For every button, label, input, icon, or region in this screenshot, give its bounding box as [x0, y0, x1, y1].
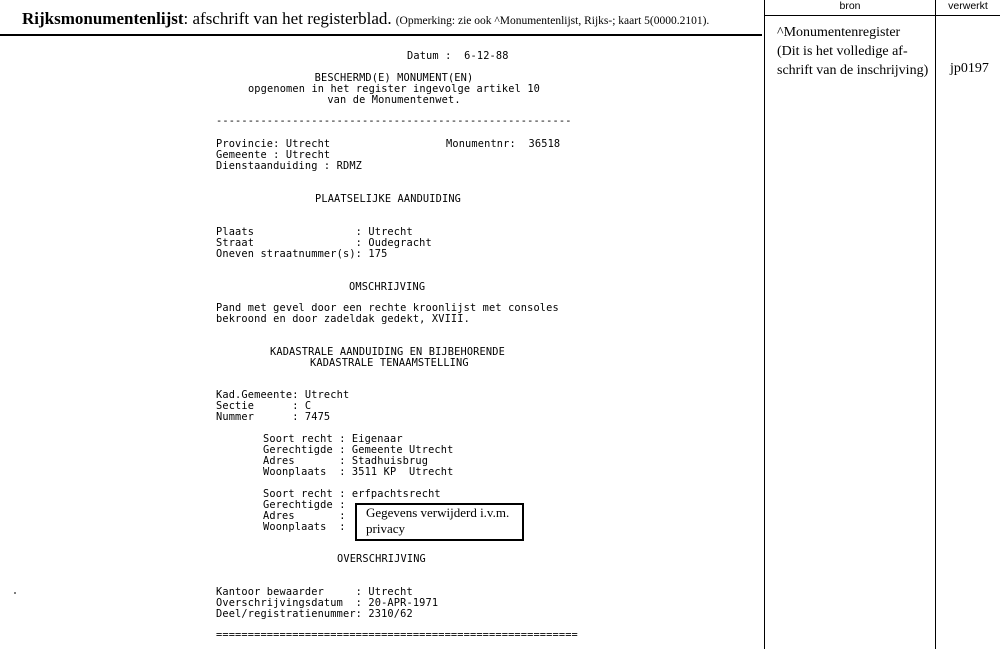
dashed-rule: -------------------------------------------------------- [216, 115, 572, 127]
field-overschrijvingsdatum: Overschrijvingsdatum : 20-APR-1971 [216, 597, 439, 609]
field-kad-gemeente: Kad.Gemeente: Utrecht [216, 389, 350, 401]
field-adres: Adres : [263, 510, 346, 522]
field-sectie: Sectie : C [216, 400, 312, 412]
field-woonplaats: Woonplaats : [263, 521, 346, 533]
section-heading: OVERSCHRIJVING [337, 553, 426, 565]
document-heading: opgenomen in het register ingevolge artikel 10 [247, 83, 541, 95]
field-gerechtigde: Gerechtigde : Gemeente Utrecht [263, 444, 454, 456]
field-soort-recht: Soort recht : Eigenaar [263, 433, 403, 445]
field-plaats: Plaats : Utrecht [216, 226, 413, 238]
header-title: Rijksmonumentenlijst [22, 9, 184, 28]
header-subtitle: : afschrift van het registerblad. [183, 9, 392, 28]
section-heading: KADASTRALE AANDUIDING EN BIJBEHORENDE [270, 346, 505, 358]
bron-line: (Dit is het volledige af- [777, 44, 908, 59]
field-gemeente: Gemeente : Utrecht [216, 149, 331, 161]
field-soort-recht: Soort recht : erfpachtsrecht [263, 488, 441, 500]
field-straat: Straat : Oudegracht [216, 237, 432, 249]
header-note: (Opmerking: zie ook ^Monumentenlijst, Rijks-; kaart 5(0000.2101). [395, 15, 710, 27]
field-registratienummer: Deel/registratienummer: 2310/62 [216, 608, 413, 620]
description-text: Pand met gevel door een rechte kroonlijst met consoles [216, 302, 559, 314]
document-heading: van de Monumentenwet. [327, 94, 461, 106]
double-rule: ========================================================= [216, 629, 578, 641]
document-date: Datum : 6-12-88 [407, 50, 509, 62]
verwerkt-cell: jp0197 [950, 61, 989, 76]
field-woonplaats: Woonplaats : 3511 KP Utrecht [263, 466, 454, 478]
column-header-bron: bron [839, 0, 861, 12]
field-straatnummers: Oneven straatnummer(s): 175 [216, 248, 388, 260]
field-nummer: Nummer : 7475 [216, 411, 331, 423]
field-kantoor-bewaarder: Kantoor bewaarder : Utrecht [216, 586, 413, 598]
field-dienstaanduiding: Dienstaanduiding : RDMZ [216, 160, 363, 172]
column-divider-left [764, 0, 765, 649]
field-adres: Adres : Stadhuisbrug [263, 455, 429, 467]
column-header-verwerkt: verwerkt [948, 0, 988, 12]
scan-speck [14, 592, 16, 594]
privacy-redaction-box [355, 503, 524, 541]
page-header [22, 9, 709, 29]
privacy-note: Gegevens verwijderd i.v.m. privacy [366, 505, 510, 536]
column-header-divider [764, 15, 1000, 16]
section-heading: OMSCHRIJVING [349, 281, 426, 293]
section-heading: KADASTRALE TENAAMSTELLING [310, 357, 469, 369]
header-divider [0, 34, 762, 36]
section-heading: PLAATSELIJKE AANDUIDING [315, 193, 462, 205]
field-provincie: Provincie: Utrecht [216, 138, 331, 150]
field-monumentnr: Monumentnr: 36518 [446, 138, 561, 150]
document-heading: BESCHERMD(E) MONUMENT(EN) [314, 72, 474, 84]
bron-line: ^Monumentenregister [777, 25, 901, 40]
description-text: bekroond en door zadeldak gedekt, XVIII. [216, 313, 470, 325]
column-divider-right [935, 0, 936, 649]
bron-cell [777, 23, 928, 80]
bron-line: schrift van de inschrijving) [777, 63, 929, 78]
field-gerechtigde: Gerechtigde : [263, 499, 346, 511]
